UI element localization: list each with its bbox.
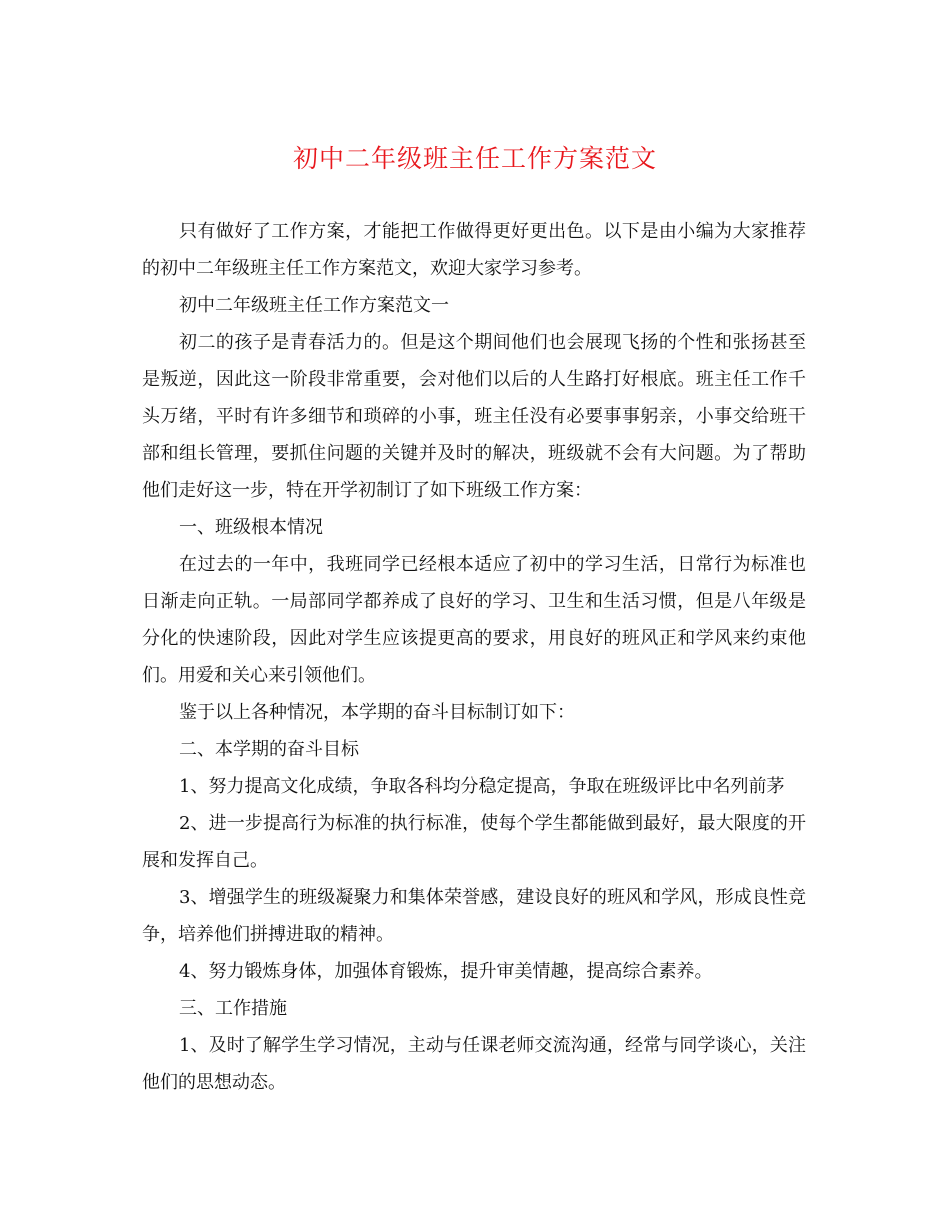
paragraph-class-situation: 在过去的一年中，我班同学已经根本适应了初中的学习生活，日常行为标准也日渐走向正轨。一局部同学都养成了良好的学习、卫生和生活习惯，但是八年级是分化的快速阶段，因此对学生应该提更高的要求，用良好的班风正和学风来约束他们。用爱和关心来引领他们。 [142, 554, 806, 686]
paragraph-goal-2: 2、进一步提高行为标准的执行标准，使每个学生都能做到最好，最大限度的开展和发挥自己。 [142, 813, 806, 871]
document-body [142, 213, 806, 1101]
paragraph-heading-class-situation: 一、班级根本情况 [179, 517, 323, 538]
paragraph-goal-4: 4、努力锻炼身体，加强体育锻炼，提升审美情趣，提高综合素养。 [179, 961, 713, 982]
paragraph-goal-3: 3、增强学生的班级凝聚力和集体荣誉感，建设良好的班风和学风，形成良性竞争，培养他们拼搏进取的精神。 [142, 887, 806, 945]
document-title: 初中二年级班主任工作方案范文 [292, 144, 657, 173]
paragraph-measure-1: 1、及时了解学生学习情况，主动与任课老师交流沟通，经常与同学谈心，关注他们的思想动态。 [142, 1035, 806, 1093]
paragraph-heading-goals: 二、本学期的奋斗目标 [179, 739, 359, 760]
paragraph-goal-1: 1、努力提高文化成绩，争取各科均分稳定提高，争取在班级评比中名列前茅 [179, 776, 785, 797]
paragraph-section-heading: 初中二年级班主任工作方案范文一 [179, 295, 449, 316]
paragraph-overview: 初二的孩子是青春活力的。但是这个期间他们也会展现飞扬的个性和张扬甚至是叛逆，因此这一阶段非常重要，会对他们以后的人生路打好根底。班主任工作千头万绪，平时有许多细节和琐碎的小事，班主任没有必要事事躬亲，小事交给班干部和组长管理，要抓住问题的关键并及时的解决，班级就不会有大问题。为了帮助他们走好这一步，特在开学初制订了如下班级工作方案： [142, 332, 806, 501]
paragraph-intro: 只有做好了工作方案，才能把工作做得更好更出色。以下是由小编为大家推荐的初中二年级班主任工作方案范文，欢迎大家学习参考。 [142, 221, 806, 279]
paragraph-goals-intro: 鉴于以上各种情况，本学期的奋斗目标制订如下： [179, 702, 575, 723]
paragraph-heading-measures: 三、工作措施 [179, 998, 287, 1019]
